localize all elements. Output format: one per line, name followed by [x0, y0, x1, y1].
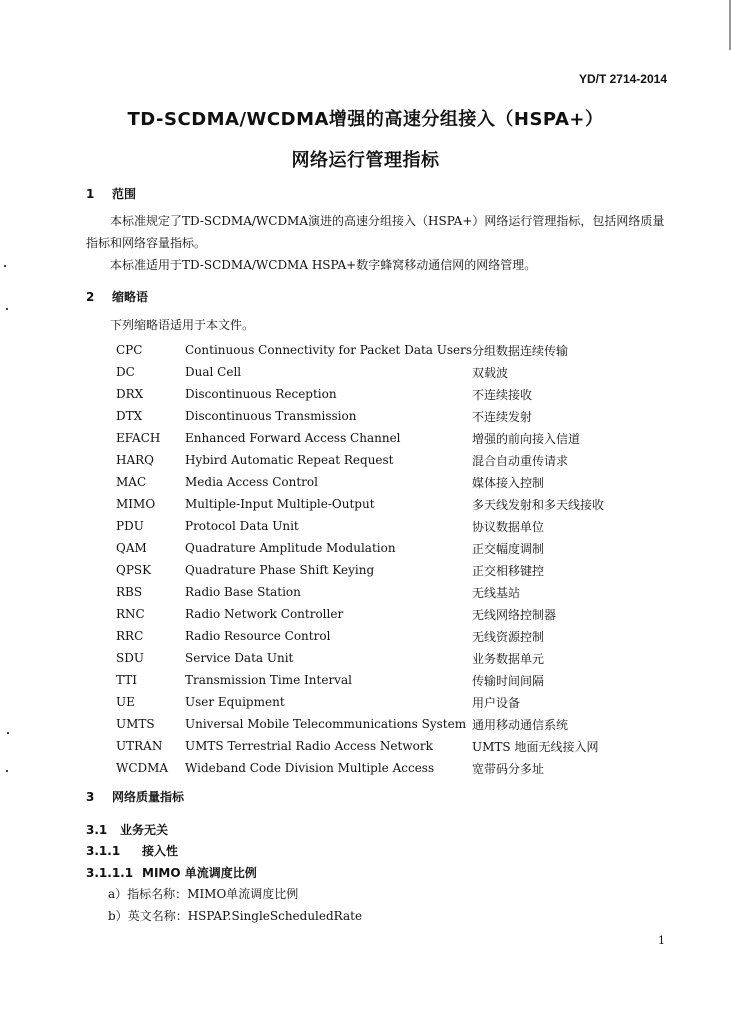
list-item-a	[108, 885, 298, 902]
table-row	[116, 691, 632, 713]
scope-paragraph-2	[86, 254, 666, 276]
section-number: 3.1	[86, 823, 108, 837]
abbreviations-table-body	[116, 339, 632, 779]
abbr-english: Discontinuous Reception	[185, 387, 337, 401]
abbr-code: QAM	[116, 541, 147, 555]
abbr-english: User Equipment	[185, 695, 285, 709]
document-title-line2: 网络运行管理指标	[291, 150, 440, 171]
table-row	[116, 603, 632, 625]
abbr-code: PDU	[116, 519, 144, 533]
abbr-code: TTI	[116, 673, 137, 687]
section-heading-3	[86, 788, 184, 805]
table-row	[116, 757, 632, 779]
abbr-chinese: 协议数据单位	[472, 519, 545, 534]
abbr-chinese: 多天线发射和多天线接收	[472, 497, 605, 512]
table-row	[116, 493, 632, 515]
table-row	[116, 537, 632, 559]
abbr-chinese: 无线资源控制	[472, 629, 545, 644]
abbr-code: MAC	[116, 475, 147, 489]
abbr-chinese: 不连续接收	[472, 387, 533, 402]
section-title: 业务无关	[120, 823, 169, 837]
table-row	[116, 427, 632, 449]
table-row	[116, 647, 632, 669]
section-title: 网络质量指标	[112, 790, 185, 804]
abbr-code: DTX	[116, 409, 143, 423]
section-heading-3-1-1	[86, 842, 178, 859]
abbr-chinese: 增强的前向接入信道	[472, 431, 581, 446]
abbr-chinese: 宽带码分多址	[472, 761, 545, 776]
abbr-chinese: 正交相移键控	[472, 563, 545, 578]
list-text: 英文名称：HSPAP.SingleScheduledRate	[127, 909, 363, 923]
section-number: 3.1.1	[86, 844, 121, 858]
table-row	[116, 471, 632, 493]
paragraph-text: 本标准规定了TD-SCDMA/WCDMA演进的高速分组接入（HSPA+）网络运行管理指标，包括网络质量指标和网络容量指标。	[86, 214, 665, 250]
abbreviations-table	[116, 339, 632, 779]
abbr-english: Quadrature Phase Shift Keying	[185, 563, 375, 577]
abbr-chinese: 混合自动重传请求	[472, 453, 569, 468]
abbr-code: RBS	[116, 585, 143, 599]
abbr-english: Dual Cell	[185, 365, 242, 379]
abbr-chinese: 不连续发射	[472, 409, 533, 424]
page-number: 1	[658, 934, 665, 947]
abbr-code: MIMO	[116, 497, 156, 511]
abbr-english: UMTS Terrestrial Radio Access Network	[185, 739, 433, 753]
abbr-english: Wideband Code Division Multiple Access	[185, 761, 435, 775]
scope-paragraph-1	[86, 210, 666, 254]
section-heading-2	[86, 288, 148, 305]
table-row	[116, 559, 632, 581]
abbr-chinese: UMTS 地面无线接入网	[472, 739, 599, 754]
table-row	[116, 339, 632, 361]
abbr-english: Radio Network Controller	[185, 607, 344, 621]
paragraph-text: 本标准适用于TD-SCDMA/WCDMA HSPA+数字蜂窝移动通信网的网络管理。	[110, 258, 537, 272]
abbr-code: UMTS	[116, 717, 155, 731]
table-row	[116, 713, 632, 735]
section-title: MIMO 单流调度比例	[142, 866, 257, 880]
abbr-chinese: 无线基站	[472, 585, 521, 600]
table-row	[116, 405, 632, 427]
section-title: 缩略语	[112, 290, 149, 304]
document-title-line1: TD-SCDMA/WCDMA增强的高速分组接入（HSPA+）	[127, 109, 604, 130]
table-row	[116, 515, 632, 537]
table-row	[116, 449, 632, 471]
abbr-chinese: 双载波	[472, 365, 509, 380]
list-item-b	[108, 907, 362, 924]
section-heading-1	[86, 185, 136, 202]
abbr-chinese: 业务数据单元	[472, 651, 545, 666]
abbr-chinese: 分组数据连续传输	[472, 343, 569, 358]
abbr-code: WCDMA	[116, 761, 169, 775]
abbr-english: Quadrature Amplitude Modulation	[185, 541, 396, 555]
abbr-code: HARQ	[116, 453, 155, 467]
paragraph-text: 下列缩略语适用于本文件。	[110, 318, 255, 332]
abbr-code: EFACH	[116, 431, 161, 445]
abbr-chinese: 传输时间间隔	[472, 673, 545, 688]
abbr-english: Radio Resource Control	[185, 629, 331, 643]
abbr-english: Discontinuous Transmission	[185, 409, 357, 423]
section-heading-3-1-1-1	[86, 864, 257, 881]
abbr-english: Hybird Automatic Repeat Request	[185, 453, 394, 467]
abbr-code: SDU	[116, 651, 144, 665]
abbr-code: RRC	[116, 629, 144, 643]
section-heading-3-1	[86, 821, 168, 838]
abbr-english: Service Data Unit	[185, 651, 294, 665]
abbr-code: UTRAN	[116, 739, 163, 753]
list-marker: b）	[108, 909, 128, 923]
table-row	[116, 581, 632, 603]
section-number: 3	[86, 790, 95, 804]
abbr-code: DC	[116, 365, 135, 379]
scan-speck	[7, 732, 9, 734]
abbr-chinese: 正交幅度调制	[472, 541, 545, 556]
abbr-code: CPC	[116, 343, 143, 357]
section-number: 3.1.1.1	[86, 866, 134, 880]
list-marker: a）	[108, 887, 128, 901]
abbr-code: RNC	[116, 607, 145, 621]
abbr-english: Radio Base Station	[185, 585, 301, 599]
abbr-chinese: 通用移动通信系统	[472, 717, 569, 732]
abbr-code: DRX	[116, 387, 144, 401]
section-title: 范围	[112, 187, 137, 201]
abbr-code: QPSK	[116, 563, 152, 577]
table-row	[116, 669, 632, 691]
list-text: 指标名称：MIMO单流调度比例	[127, 887, 299, 901]
abbr-code: UE	[116, 695, 135, 709]
abbr-english: Media Access Control	[185, 475, 318, 489]
abbr-english: Multiple-Input Multiple-Output	[185, 497, 375, 511]
abbr-english: Transmission Time Interval	[185, 673, 352, 687]
table-row	[116, 625, 632, 647]
abbr-english: Continuous Connectivity for Packet Data Users	[185, 343, 473, 357]
abbr-english: Protocol Data Unit	[185, 519, 299, 533]
scan-speck	[4, 265, 6, 267]
standard-number: YD/T 2714-2014	[578, 72, 667, 86]
scan-speck	[6, 308, 8, 310]
abbr-english: Universal Mobile Telecommunications System	[185, 717, 467, 731]
abbr-english: Enhanced Forward Access Channel	[185, 431, 401, 445]
abbr-chinese: 用户设备	[472, 695, 521, 710]
section-title: 接入性	[142, 844, 179, 858]
scan-speck	[6, 770, 8, 772]
table-row	[116, 361, 632, 383]
table-row	[116, 735, 632, 757]
section-number: 2	[86, 290, 95, 304]
abbr-chinese: 无线网络控制器	[472, 607, 557, 622]
abbr-chinese: 媒体接入控制	[472, 475, 545, 490]
table-row	[116, 383, 632, 405]
abbreviations-intro	[86, 314, 666, 336]
section-number: 1	[86, 187, 95, 201]
